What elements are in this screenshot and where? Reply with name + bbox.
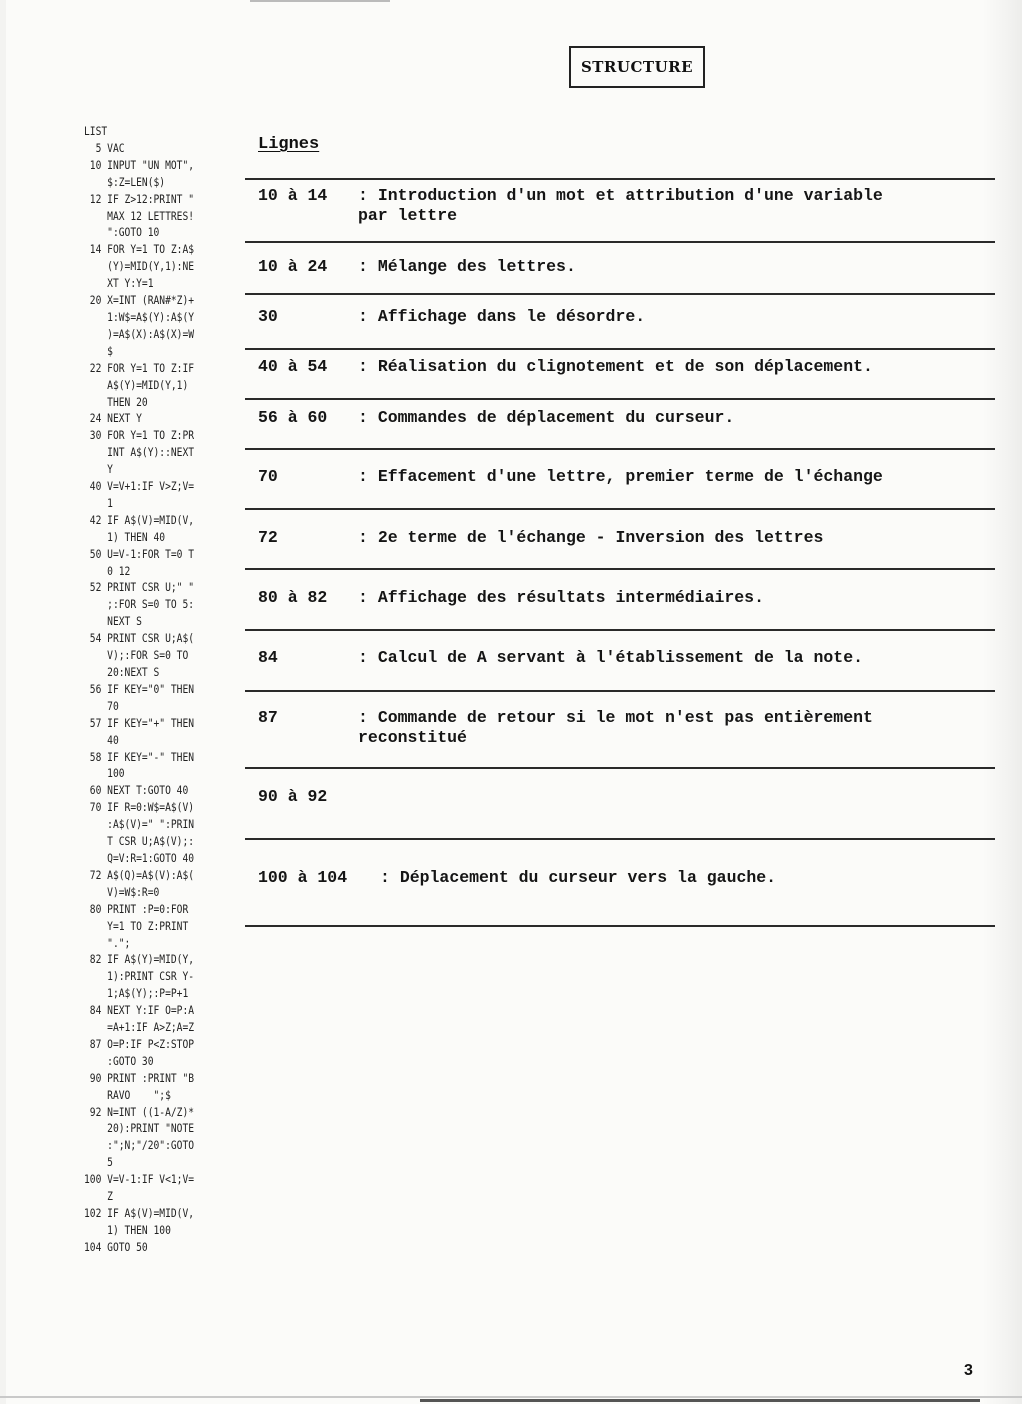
table-rule (245, 767, 995, 769)
listing-line: 12 IF Z>12:PRINT " (84, 192, 195, 206)
listing-line: Y (84, 463, 113, 477)
listing-line: 14 FOR Y=1 TO Z:A$ (84, 243, 195, 257)
row-lines: 70 (258, 467, 278, 486)
row-lines: 10 à 14 (258, 186, 328, 205)
listing-line: (Y)=MID(Y,1):NE (84, 260, 195, 274)
listing-line: 104 GOTO 50 (84, 1240, 148, 1254)
table-rule (245, 629, 995, 631)
row-separator: : (358, 357, 368, 376)
listing-line: =A+1:IF A>Z;A=Z (84, 1021, 195, 1035)
listing-line: 82 IF A$(Y)=MID(Y, (84, 953, 195, 967)
row-separator: : (358, 257, 368, 276)
listing-line: 100 (84, 767, 125, 781)
listing-line: 56 IF KEY="0" THEN (84, 682, 195, 696)
listing-line: 57 IF KEY="+" THEN (84, 716, 195, 730)
row-separator: : (358, 528, 368, 547)
table-rule (245, 838, 995, 840)
row-lines: 10 à 24 (258, 257, 328, 276)
listing-line: Z (84, 1190, 113, 1204)
row-description: Commandes de déplacement du curseur. (377, 408, 735, 427)
row-separator: : (380, 868, 390, 887)
listing-line: Y=1 TO Z:PRINT (84, 919, 189, 933)
listing-line: 70 IF R=0:W$=A$(V) (84, 801, 195, 815)
listing-line: :";N;"/20":GOTO (84, 1139, 195, 1153)
listing-line: 1;A$(Y);:P=P+1 (84, 987, 189, 1001)
row-separator: : (358, 186, 368, 205)
listing-line: 50 U=V-1:FOR T=0 T (84, 547, 195, 561)
listing-line: V);:FOR S=0 TO (84, 649, 189, 663)
row-separator: : (358, 307, 368, 326)
listing-line: 60 NEXT T:GOTO 40 (84, 784, 189, 798)
listing-line: 5 VAC (84, 141, 125, 155)
structure-title: STRUCTURE (580, 58, 694, 76)
listing-line: XT Y:Y=1 (84, 277, 154, 291)
row-lines: 80 à 82 (258, 588, 328, 607)
listing-line: RAVO ";$ (84, 1088, 171, 1102)
listing-line: 1 (84, 496, 113, 510)
row-lines: 84 (258, 648, 278, 667)
row-lines: 90 à 92 (258, 787, 328, 806)
listing-line: T CSR U;A$(V);: (84, 835, 195, 849)
row-description: Effacement d'une lettre, premier terme de l'échange (377, 467, 883, 486)
listing-line: 70 (84, 699, 119, 713)
row-separator: : (358, 467, 368, 486)
listing-line: Q=V:R=1:GOTO 40 (84, 851, 195, 865)
listing-line: NEXT S (84, 615, 142, 629)
basic-program-listing (84, 124, 222, 1257)
listing-line: "."; (84, 936, 131, 950)
row-description: Introduction d'un mot et attribution d'une variable par lettre (358, 186, 883, 225)
listing-line: V)=W$:R=0 (84, 885, 160, 899)
listing-line: :A$(V)=" ":PRIN (84, 818, 195, 832)
page-number: 3 (964, 1362, 973, 1379)
listing-line: INT A$(Y)::NEXT (84, 446, 195, 460)
listing-line: 40 (84, 733, 119, 747)
row-separator: : (358, 408, 368, 427)
table-rule (245, 568, 995, 570)
listing-line: 1:W$=A$(Y):A$(Y (84, 310, 195, 324)
table-rule (245, 348, 995, 350)
listing-line: 42 IF A$(V)=MID(V, (84, 513, 195, 527)
listing-line: 30 FOR Y=1 TO Z:PR (84, 429, 195, 443)
row-separator: : (358, 588, 368, 607)
listing-line: 84 NEXT Y:IF O=P:A (84, 1004, 195, 1018)
listing-line: 40 V=V+1:IF V>Z;V= (84, 480, 195, 494)
listing-line: 22 FOR Y=1 TO Z:IF (84, 361, 195, 375)
listing-line: 52 PRINT CSR U;" " (84, 581, 195, 595)
row-description: Affichage des résultats intermédiaires. (377, 588, 764, 607)
listing-line: 80 PRINT :P=0:FOR (84, 902, 189, 916)
table-rule (245, 241, 995, 243)
listing-line: 87 O=P:IF P<Z:STOP (84, 1037, 195, 1051)
table-rule (245, 690, 995, 692)
row-lines: 100 à 104 (258, 868, 348, 887)
listing-line: 1) THEN 100 (84, 1223, 171, 1237)
row-description: 2e terme de l'échange - Inversion des lettres (377, 528, 824, 547)
listing-line: 1):PRINT CSR Y- (84, 970, 195, 984)
listing-line: )=A$(X):A$(X)=W (84, 327, 195, 341)
scan-edge-left (0, 0, 6, 1404)
table-rule (245, 398, 995, 400)
table-rule (245, 925, 995, 927)
scan-bottom-edge (0, 1396, 1022, 1398)
row-lines: 56 à 60 (258, 408, 328, 427)
scan-bottom-mark (420, 1399, 980, 1402)
listing-line: 20):PRINT "NOTE (84, 1122, 195, 1136)
structure-title-box (569, 46, 705, 88)
table-rule (245, 508, 995, 510)
listing-line: THEN 20 (84, 395, 148, 409)
row-lines: 40 à 54 (258, 357, 328, 376)
listing-line: 100 V=V-1:IF V<1;V= (84, 1173, 195, 1187)
listing-line: 5 (84, 1156, 113, 1170)
listing-line: 92 N=INT ((1-A/Z)* (84, 1105, 195, 1119)
row-description: Calcul de A servant à l'établissement de la note. (377, 648, 863, 667)
lignes-heading: Lignes (258, 135, 320, 154)
row-lines: 87 (258, 708, 278, 727)
listing-line: LIST (84, 125, 108, 138)
listing-line: 0 12 (84, 564, 131, 578)
listing-line: $:Z=LEN($) (84, 175, 166, 189)
listing-line: 90 PRINT :PRINT "B (84, 1071, 195, 1085)
listing-line: 102 IF A$(V)=MID(V, (84, 1207, 195, 1220)
listing-line: 54 PRINT CSR U;A$( (84, 632, 195, 646)
listing-line: 20 X=INT (RAN#*Z)+ (84, 294, 195, 308)
row-separator: : (358, 648, 368, 667)
listing-line: :GOTO 30 (84, 1054, 154, 1068)
listing-line: 24 NEXT Y (84, 412, 142, 426)
listing-line: 1) THEN 40 (84, 530, 166, 544)
row-description: Mélange des lettres. (377, 257, 576, 276)
table-rule (245, 178, 995, 180)
table-rule (245, 448, 995, 450)
row-description: Affichage dans le désordre. (377, 307, 646, 326)
listing-line: 58 IF KEY="-" THEN (84, 750, 195, 764)
listing-line: $ (84, 344, 113, 358)
row-separator: : (358, 708, 368, 727)
row-description: Commande de retour si le mot n'est pas entièrement reconstitué (358, 708, 873, 747)
listing-line: ;:FOR S=0 TO 5: (84, 598, 195, 612)
listing-line: 72 A$(Q)=A$(V):A$( (84, 868, 195, 882)
listing-line: 20:NEXT S (84, 666, 160, 679)
listing-line: 10 INPUT "UN MOT", (84, 158, 195, 172)
row-lines: 72 (258, 528, 278, 547)
scan-top-mark (250, 0, 390, 2)
row-lines: 30 (258, 307, 278, 326)
row-description: Déplacement du curseur vers la gauche. (399, 868, 777, 887)
row-description: Réalisation du clignotement et de son déplacement. (377, 357, 873, 376)
listing-line: A$(Y)=MID(Y,1) (84, 378, 189, 392)
listing-line: ":GOTO 10 (84, 226, 160, 240)
listing-line: MAX 12 LETTRES! (84, 209, 195, 223)
table-rule (245, 293, 995, 295)
